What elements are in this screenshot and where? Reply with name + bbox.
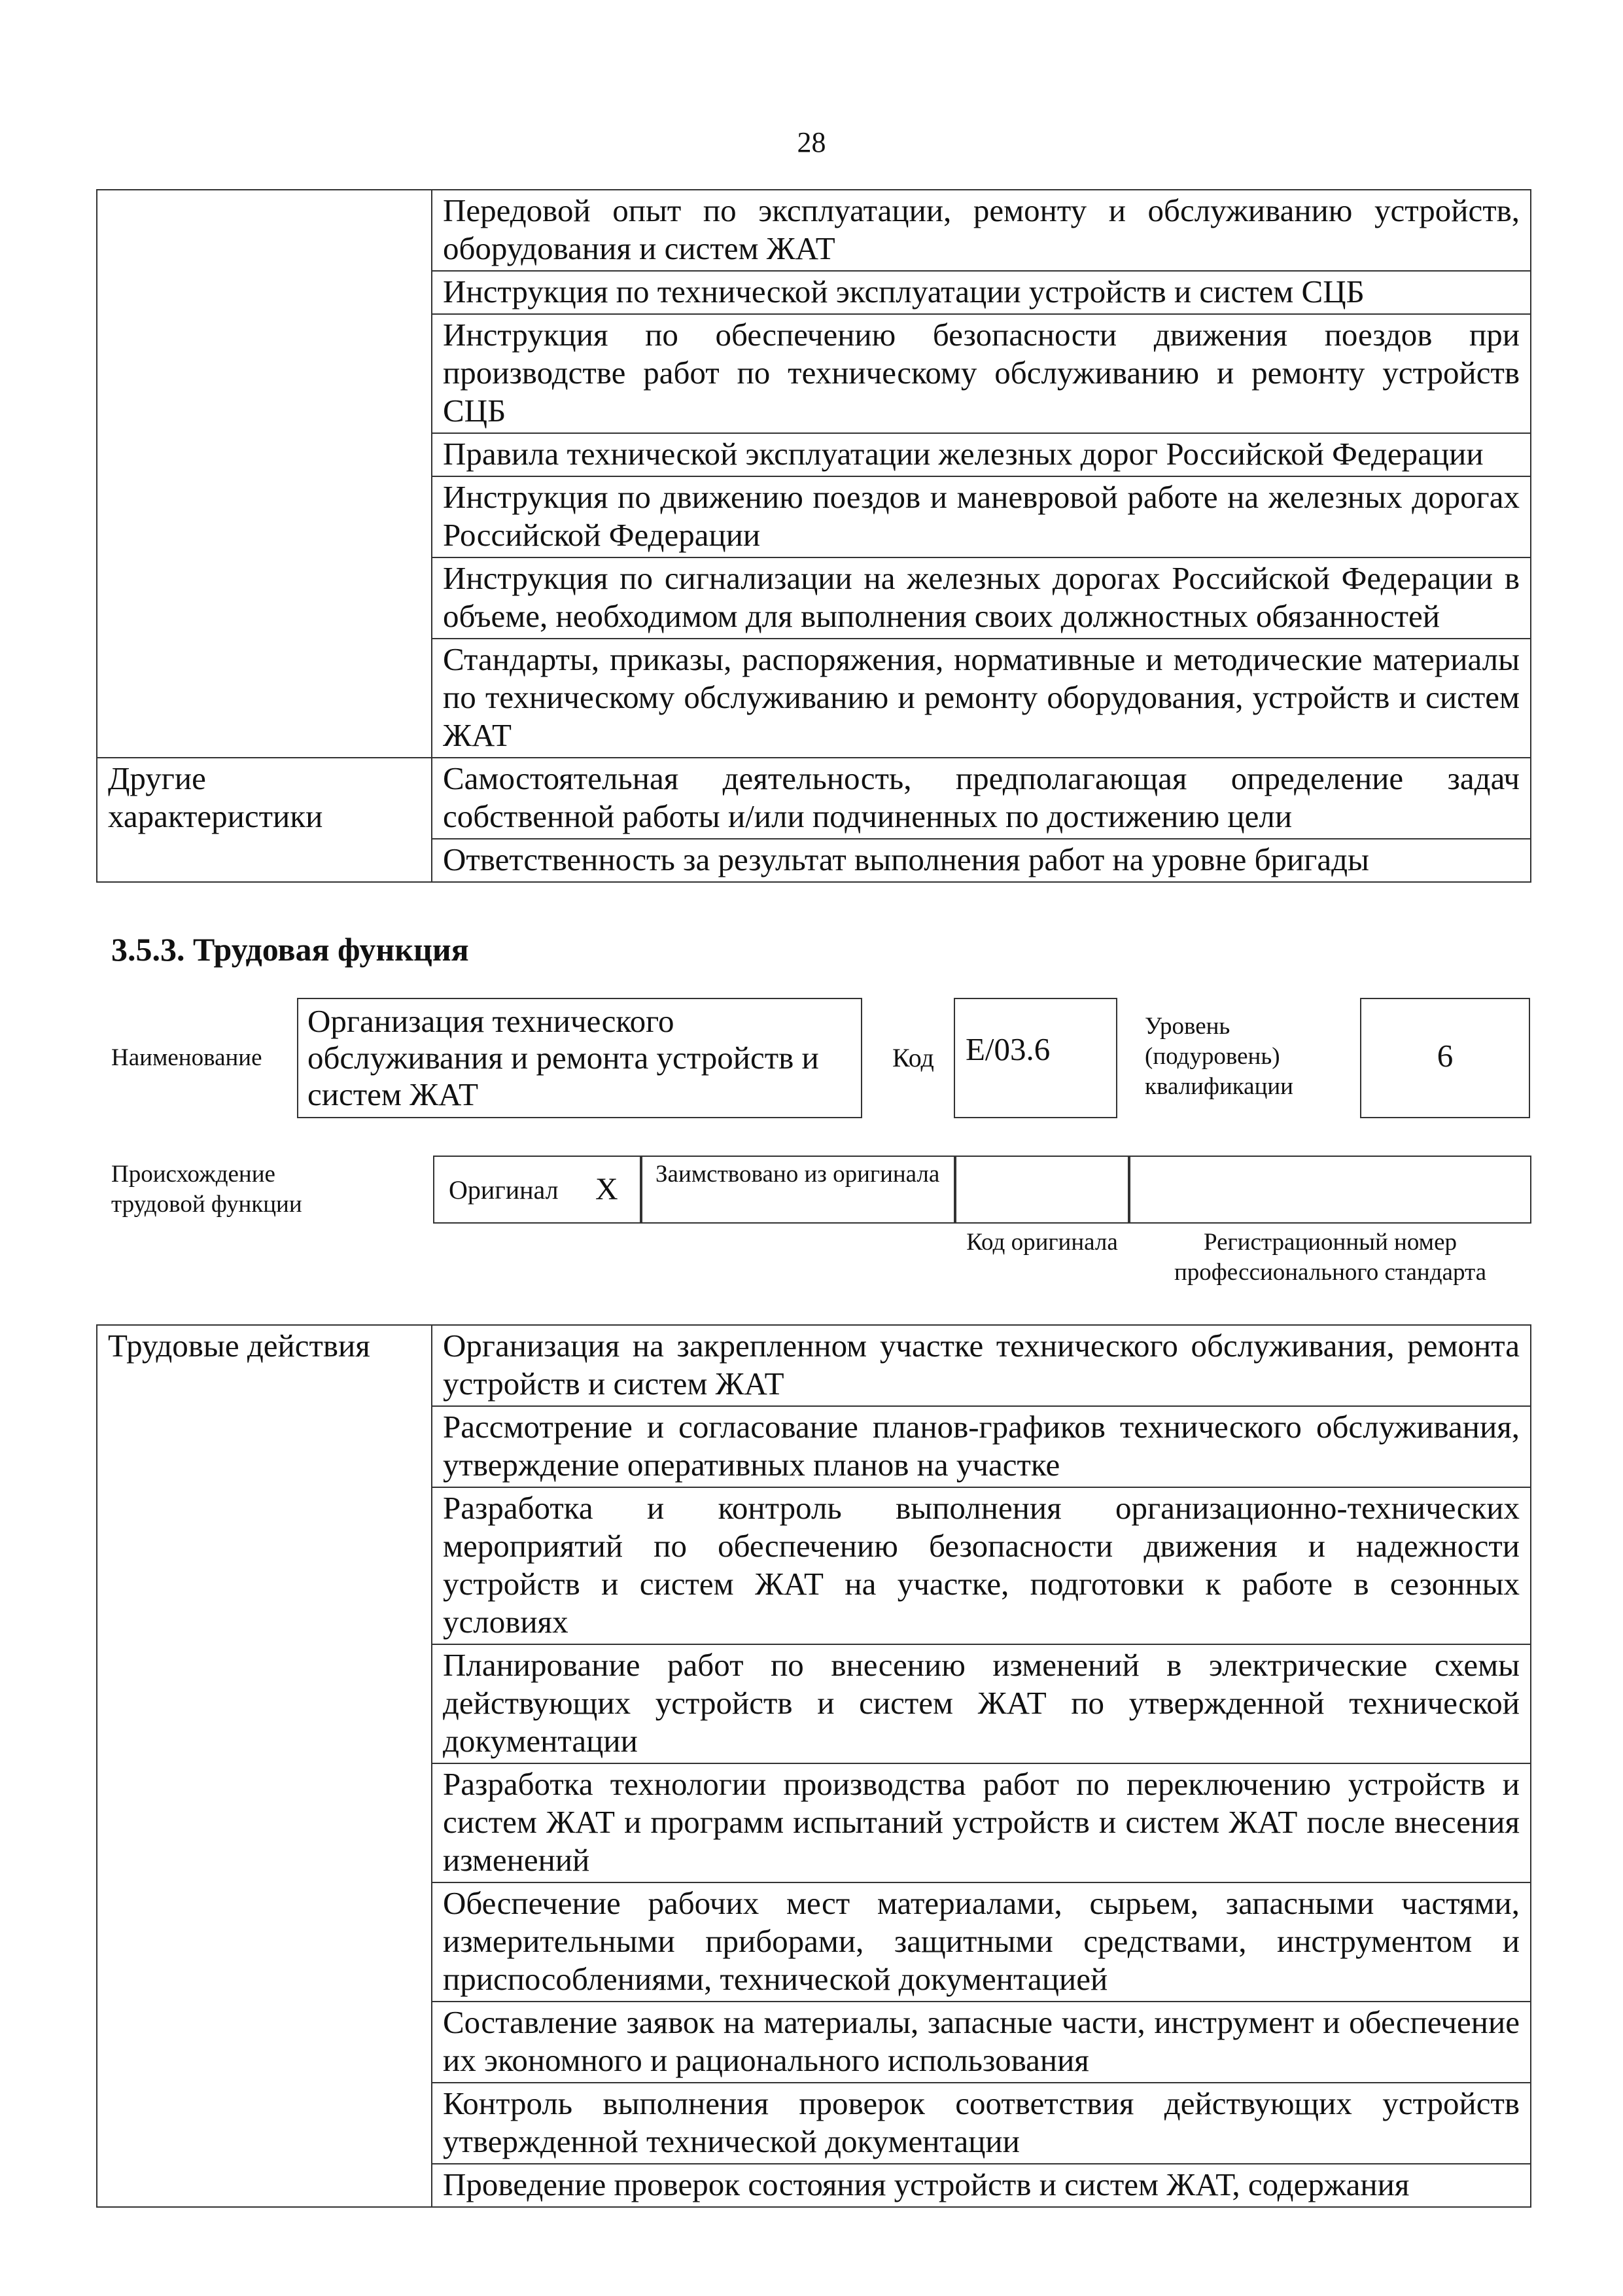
- level-box: 6: [1360, 998, 1530, 1118]
- table-cell: Самостоятельная деятельность, предполагающая определение задач собственной работы и/или подчиненных по достижению цели: [432, 758, 1531, 839]
- knowledge-table: [96, 189, 1531, 883]
- original-cell: [433, 1156, 641, 1224]
- table-cell: Контроль выполнения проверок соответствия действующих устройств утвержденной технической документации: [432, 2083, 1531, 2164]
- level-label: Уровень (подуровень) квалификации: [1145, 1013, 1293, 1100]
- table-cell: Инструкция по обеспечению безопасности движения поездов при производстве работ по техническому обслуживанию и ремонту устройств СЦБ: [432, 314, 1531, 433]
- name-label: Наименование: [111, 1044, 262, 1071]
- reg-number-cell: [1129, 1156, 1531, 1224]
- code-label: Код: [892, 1043, 934, 1072]
- table-row: [97, 758, 1531, 839]
- original-label: Оригинал: [449, 1175, 559, 1205]
- orig-code-caption: Код оригинала: [966, 1229, 1118, 1256]
- table-cell: Организация на закрепленном участке технического обслуживания, ремонта устройств и систем ЖАТ: [432, 1325, 1531, 1406]
- table-cell: Стандарты, приказы, распоряжения, нормативные и методические материалы по техническому обслуживанию и ремонту оборудования, устройств и систем ЖАТ: [432, 639, 1531, 758]
- row-label: Трудовые действия: [97, 1325, 432, 2207]
- borrowed-cell: Заимствовано из оригинала: [641, 1156, 955, 1224]
- table-cell: Планирование работ по внесению изменений в электрические схемы действующих устройств и систем ЖАТ по утвержденной технической документации: [432, 1644, 1531, 1763]
- table-cell: Проведение проверок состояния устройств и систем ЖАТ, содержания: [432, 2164, 1531, 2207]
- table-row: [97, 190, 1531, 271]
- row-label: Другие характеристики: [97, 758, 432, 882]
- row-label: [97, 190, 432, 758]
- table-cell: Рассмотрение и согласование планов-графиков технического обслуживания, утверждение оперативных планов на участке: [432, 1406, 1531, 1487]
- original-code-cell: [955, 1156, 1129, 1224]
- labor-actions-table: [96, 1324, 1531, 2208]
- table-row: [97, 1325, 1531, 1406]
- table-cell: Правила технической эксплуатации железных дорог Российской Федерации: [432, 433, 1531, 476]
- table-cell: Составление заявок на материалы, запасные части, инструмент и обеспечение их экономного и рационального использования: [432, 2002, 1531, 2083]
- table-cell: Разработка и контроль выполнения организационно-технических мероприятий по обеспечению безопасности движения и надежности устройств и систем ЖАТ на участке, подготовки к работе в сезонных условиях: [432, 1487, 1531, 1644]
- table-cell: Обеспечение рабочих мест материалами, сырьем, запасными частями, измерительными приборами, защитными средствами, инструментом и приспособлениями, технической документацией: [432, 1882, 1531, 2002]
- table-cell: Инструкция по движению поездов и маневровой работе на железных дорогах Российской Федерации: [432, 476, 1531, 557]
- function-name-box: Организация технического обслуживания и ремонта устройств и систем ЖАТ: [297, 998, 862, 1118]
- table-cell: Инструкция по сигнализации на железных дорогах Российской Федерации в объеме, необходимом для выполнения своих должностных обязанностей: [432, 557, 1531, 639]
- table-cell: Ответственность за результат выполнения работ на уровне бригады: [432, 839, 1531, 882]
- reg-number-caption: Регистрационный номер профессионального стандарта: [1174, 1229, 1487, 1286]
- original-mark: X: [595, 1172, 618, 1207]
- table-cell: Разработка технологии производства работ по переключению устройств и систем ЖАТ и программ испытаний устройств и систем ЖАТ после внесения изменений: [432, 1763, 1531, 1882]
- origin-row: [433, 1156, 1531, 1224]
- code-box: E/03.6: [954, 998, 1117, 1118]
- origin-label: Происхождение трудовой функции: [111, 1161, 302, 1218]
- section-heading: 3.5.3. Трудовая функция: [111, 931, 469, 968]
- table-cell: Инструкция по технической эксплуатации устройств и систем СЦБ: [432, 271, 1531, 314]
- table-cell: Передовой опыт по эксплуатации, ремонту и обслуживанию устройств, оборудования и систем ЖАТ: [432, 190, 1531, 271]
- page-number: 28: [797, 126, 826, 158]
